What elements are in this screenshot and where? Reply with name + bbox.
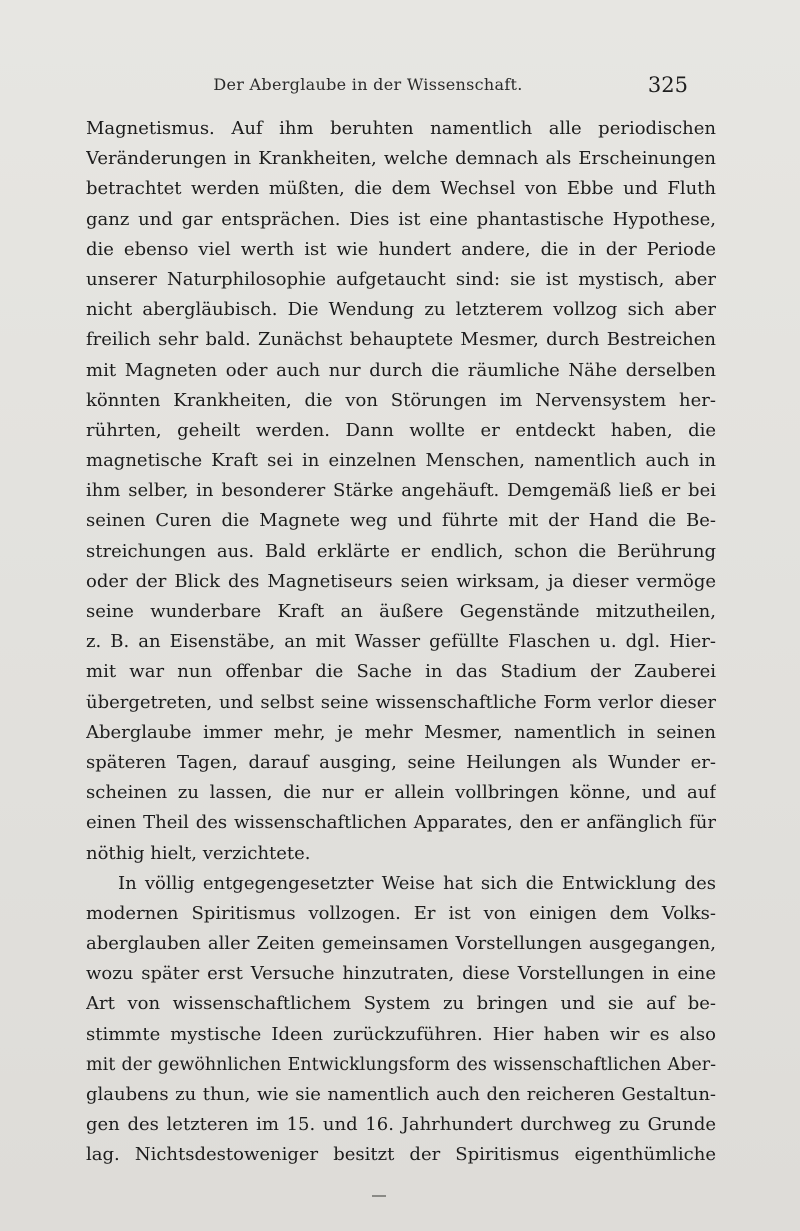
text-line: Veränderungen in Krankheiten, welche demnach als Erscheinungen <box>86 148 716 170</box>
running-header <box>88 73 688 103</box>
text-line: Aberglaube immer mehr, je mehr Mesmer, namentlich in seinen <box>86 721 716 743</box>
body-text <box>86 114 716 1171</box>
text-line: glaubens zu thun, wie sie namentlich auch den reicheren Gestaltun- <box>86 1084 716 1105</box>
text-line: lag. Nichtsdestoweniger besitzt der Spiritismus eigenthümliche <box>86 1144 716 1166</box>
text-line: scheinen zu lassen, die nur er allein vollbringen könne, und auf <box>86 782 716 804</box>
text-line: stimmte mystische Ideen zurückzuführen. Hier haben wir es also <box>86 1023 716 1045</box>
text-line: mit war nun offenbar die Sache in das Stadium der Zauberei <box>86 661 716 683</box>
paragraph-start-line: In völlig entgegengesetzter Weise hat sich die Entwicklung des <box>118 872 716 894</box>
text-line: gen des letzteren im 15. und 16. Jahrhundert durchweg zu Grunde <box>86 1114 716 1136</box>
text-line: ganz und gar entsprächen. Dies ist eine phantastische Hypothese, <box>86 208 716 230</box>
text-line: einen Theil des wissenschaftlichen Apparates, den er anfänglich für <box>86 812 716 834</box>
text-line: seine wunderbare Kraft an äußere Gegenstände mitzutheilen, <box>86 601 716 622</box>
text-line: freilich sehr bald. Zunächst behauptete Mesmer, durch Bestreichen <box>86 329 716 351</box>
text-line: nicht abergläubisch. Die Wendung zu letzterem vollzog sich aber <box>86 299 716 321</box>
text-line: mit der gewöhnlichen Entwicklungsform des wissenschaftlichen Aber- <box>86 1054 716 1075</box>
signature-mark <box>372 1195 386 1197</box>
text-line: könnten Krankheiten, die von Störungen im Nervensystem her- <box>86 389 716 411</box>
text-line: rührten, geheilt werden. Dann wollte er entdeckt haben, die <box>86 419 716 441</box>
paragraph-end-line: nöthig hielt, verzichtete. <box>86 842 311 864</box>
text-line: übergetreten, und selbst seine wissenschaftliche Form verlor dieser <box>86 691 716 713</box>
text-line: Art von wissenschaftlichem System zu bringen und sie auf be- <box>86 993 716 1015</box>
text-line: ihm selber, in besonderer Stärke angehäuft. Demgemäß ließ er bei <box>86 480 716 502</box>
text-line: unserer Naturphilosophie aufgetaucht sind: sie ist mystisch, aber <box>86 268 716 290</box>
text-line: seinen Curen die Magnete weg und führte mit der Hand die Be- <box>86 510 716 532</box>
text-line: wozu später erst Versuche hinzutraten, diese Vorstellungen in eine <box>86 963 716 985</box>
text-line: mit Magneten oder auch nur durch die räumliche Nähe derselben <box>86 359 716 381</box>
text-line: z. B. an Eisenstäbe, an mit Wasser gefüllte Flaschen u. dgl. Hier- <box>86 631 716 653</box>
text-line: modernen Spiritismus vollzogen. Er ist von einigen dem Volks- <box>86 902 716 924</box>
text-line: streichungen aus. Bald erklärte er endlich, schon die Berührung <box>86 540 716 562</box>
text-line: oder der Blick des Magnetiseurs seien wirksam, ja dieser vermöge <box>86 570 716 592</box>
text-line: die ebenso viel werth ist wie hundert andere, die in der Periode <box>86 238 716 260</box>
text-line: magnetische Kraft sei in einzelnen Menschen, namentlich auch in <box>86 450 716 472</box>
text-line: Magnetismus. Auf ihm beruhten namentlich alle periodischen <box>86 118 716 139</box>
text-line: betrachtet werden müßten, die dem Wechsel von Ebbe und Fluth <box>86 178 716 200</box>
text-line: späteren Tagen, darauf ausging, seine Heilungen als Wunder er- <box>86 751 716 773</box>
page-number: 325 <box>647 73 688 97</box>
running-title: Der Aberglaube in der Wissenschaft. <box>213 75 523 94</box>
text-line: aberglauben aller Zeiten gemeinsamen Vorstellungen ausgegangen, <box>86 933 716 955</box>
